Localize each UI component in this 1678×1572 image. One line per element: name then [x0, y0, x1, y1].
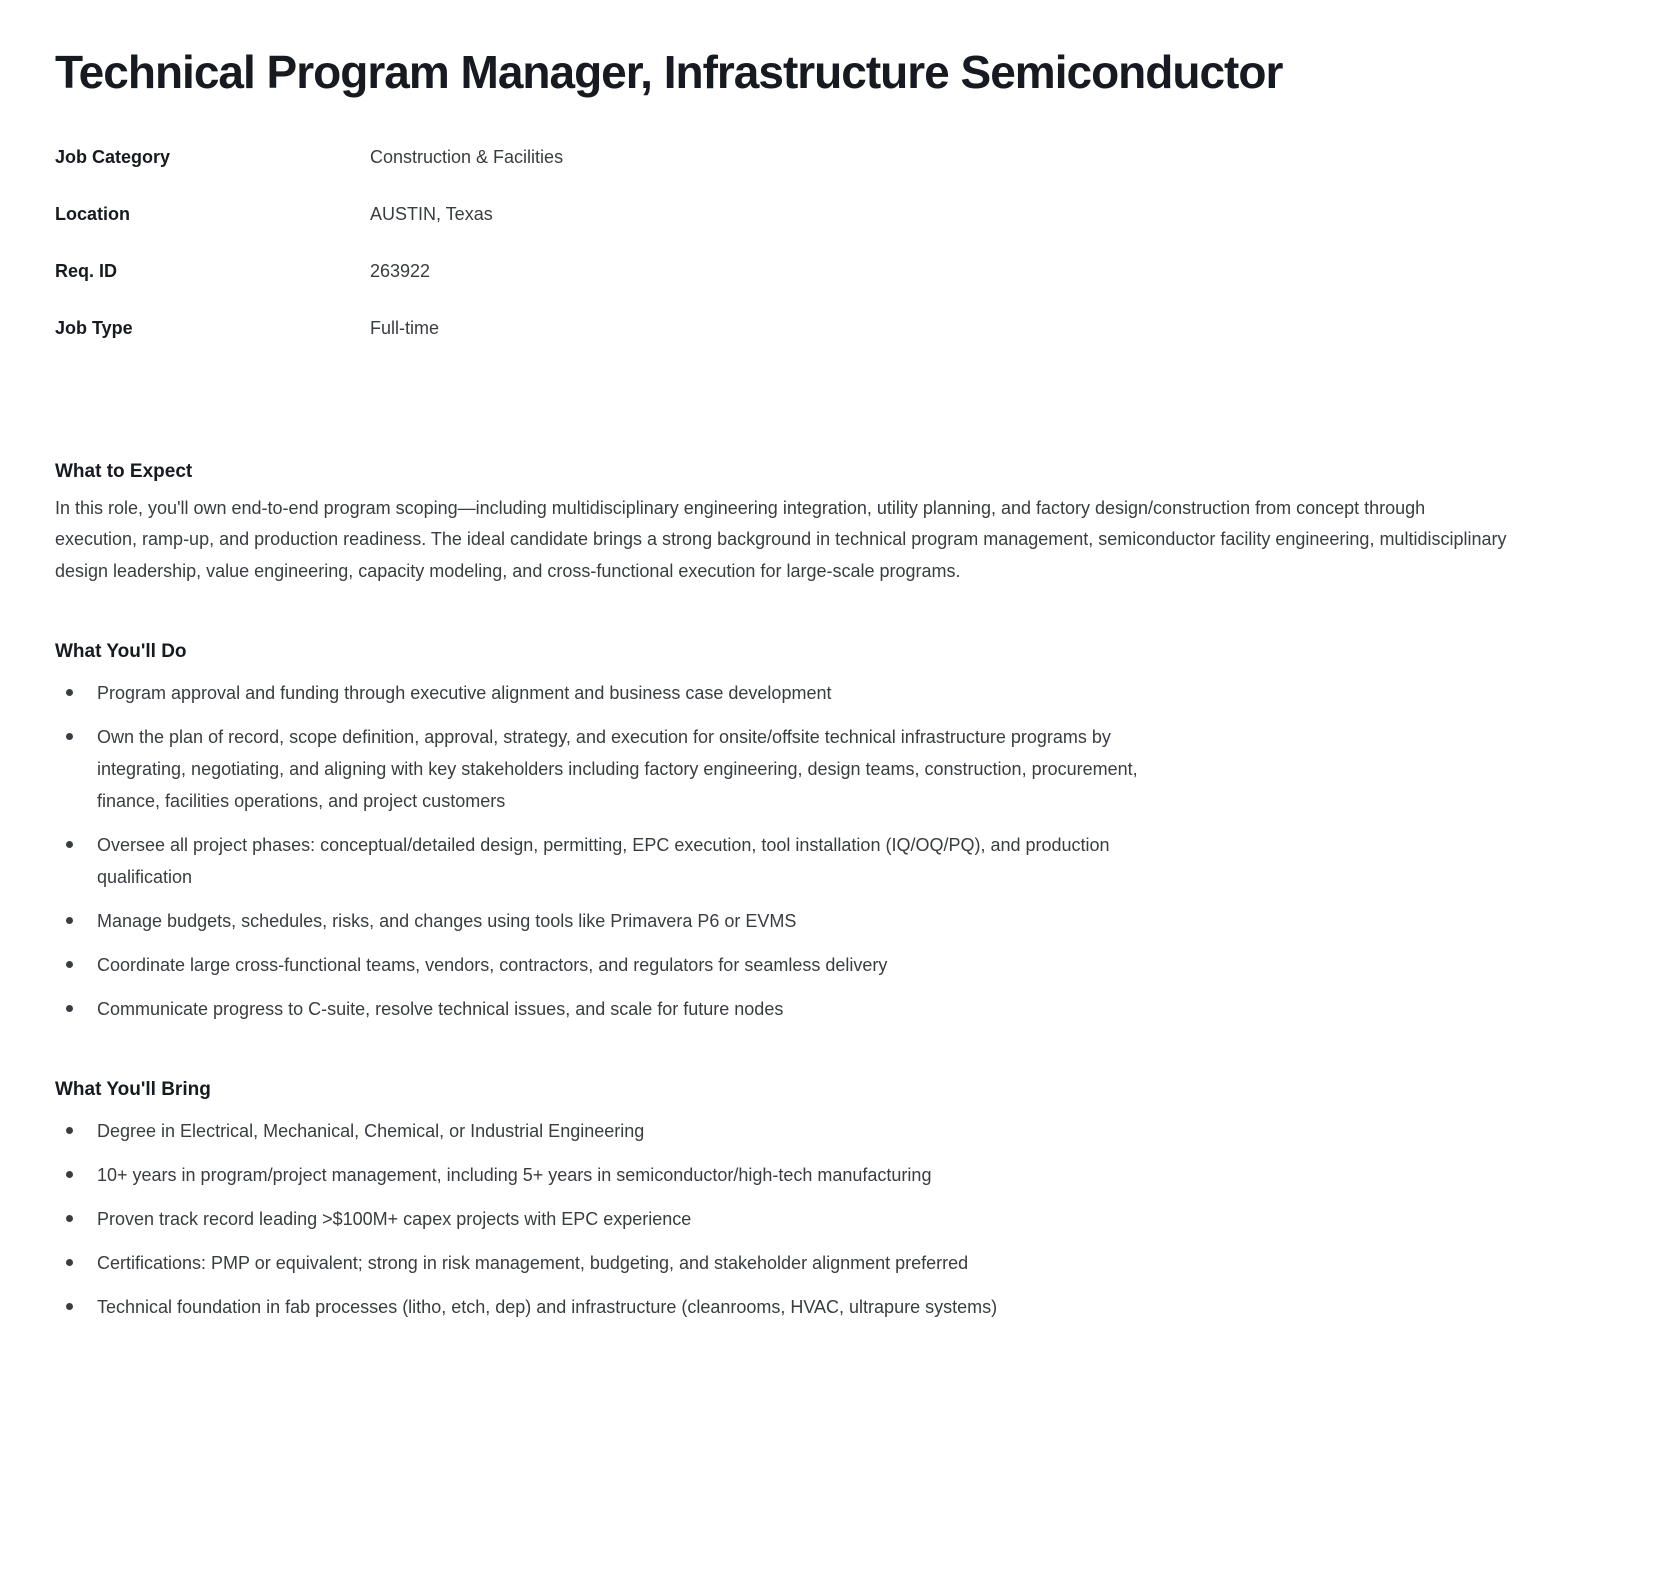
section-what-to-expect: [55, 461, 1678, 588]
list-item-text: Certifications: PMP or equivalent; strong in risk management, budgeting, and stakeholder alignment preferred: [97, 1253, 969, 1274]
bullet-icon: [66, 1215, 73, 1222]
meta-row-location: [55, 186, 1678, 243]
list-item-text: Program approval and funding through executive alignment and business case development: [97, 683, 832, 704]
list-item-text: Proven track record leading >$100M+ capex projects with EPC experience: [97, 1209, 692, 1230]
meta-label: Req. ID: [55, 260, 118, 281]
bullet-icon: [66, 689, 73, 696]
meta-value: Full-time: [370, 317, 440, 338]
bullet-icon: [66, 1303, 73, 1310]
bullet-list: [55, 1115, 1160, 1323]
bullet-icon: [66, 841, 73, 848]
meta-row-job-category: [55, 129, 1678, 186]
meta-label: Job Type: [55, 317, 133, 338]
bullet-list: [55, 677, 1160, 1025]
meta-value: AUSTIN, Texas: [370, 203, 493, 224]
bullet-icon: [66, 961, 73, 968]
list-item-text: 10+ years in program/project management, including 5+ years in semiconductor/high-tech manufacturing: [97, 1165, 932, 1186]
list-item: [55, 1203, 1160, 1235]
bullet-icon: [66, 1259, 73, 1266]
section-what-youll-do: [55, 641, 1678, 1025]
list-item-text: Technical foundation in fab processes (litho, etch, dep) and infrastructure (cleanrooms, HVAC, ultrapure systems): [97, 1297, 998, 1318]
meta-label: Job Category: [55, 146, 171, 167]
bullet-icon: [66, 1171, 73, 1178]
list-item-text: Degree in Electrical, Mechanical, Chemical, or Industrial Engineering: [97, 1121, 645, 1142]
bullet-icon: [66, 1127, 73, 1134]
section-what-youll-bring: [55, 1079, 1678, 1323]
list-item-text: Coordinate large cross-functional teams, vendors, contractors, and regulators for seamless delivery: [97, 955, 888, 976]
section-heading: What to Expect: [55, 460, 193, 482]
list-item: [55, 905, 1160, 937]
list-item: [55, 1291, 1160, 1323]
meta-value: 263922: [370, 260, 431, 281]
section-paragraph: In this role, you'll own end-to-end program scoping—including multidisciplinary engineering integration, utility planning, and factory design/construction from concept through execution, ramp-up, and production readiness. The ideal candidate brings a strong background in technical program management, semiconductor facility engineering, multidisciplinary design leadership, value engineering, capacity modeling, and cross-functional execution for large-scale programs.: [55, 497, 1507, 581]
list-item: [55, 721, 1160, 817]
list-item-text: Communicate progress to C-suite, resolve technical issues, and scale for future nodes: [97, 999, 784, 1020]
job-meta: [55, 129, 1678, 357]
list-item: [55, 993, 1160, 1025]
list-item: [55, 829, 1160, 893]
list-item-text: Manage budgets, schedules, risks, and changes using tools like Primavera P6 or EVMS: [97, 911, 797, 932]
list-item-text: Own the plan of record, scope definition, approval, strategy, and execution for onsite/offsite technical infrastructure programs by integrating, negotiating, and aligning with key stakeholders including factory engineering, design teams, construction, procurement, finance, facilities operations, and project customers: [97, 727, 1138, 812]
meta-value: Construction & Facilities: [370, 146, 564, 167]
list-item: [55, 949, 1160, 981]
list-item-text: Oversee all project phases: conceptual/detailed design, permitting, EPC execution, tool installation (IQ/OQ/PQ), and production qualification: [97, 835, 1110, 888]
list-item: [55, 1247, 1160, 1279]
meta-row-req-id: [55, 243, 1678, 300]
bullet-icon: [66, 917, 73, 924]
section-heading: What You'll Bring: [55, 1079, 211, 1101]
section-heading: What You'll Do: [55, 641, 187, 663]
bullet-icon: [66, 733, 73, 740]
meta-row-job-type: [55, 300, 1678, 357]
list-item: [55, 677, 1160, 709]
page-title: Technical Program Manager, Infrastructure Semiconductor: [55, 46, 1283, 98]
meta-label: Location: [55, 203, 130, 224]
bullet-icon: [66, 1005, 73, 1012]
list-item: [55, 1159, 1160, 1191]
list-item: [55, 1115, 1160, 1147]
